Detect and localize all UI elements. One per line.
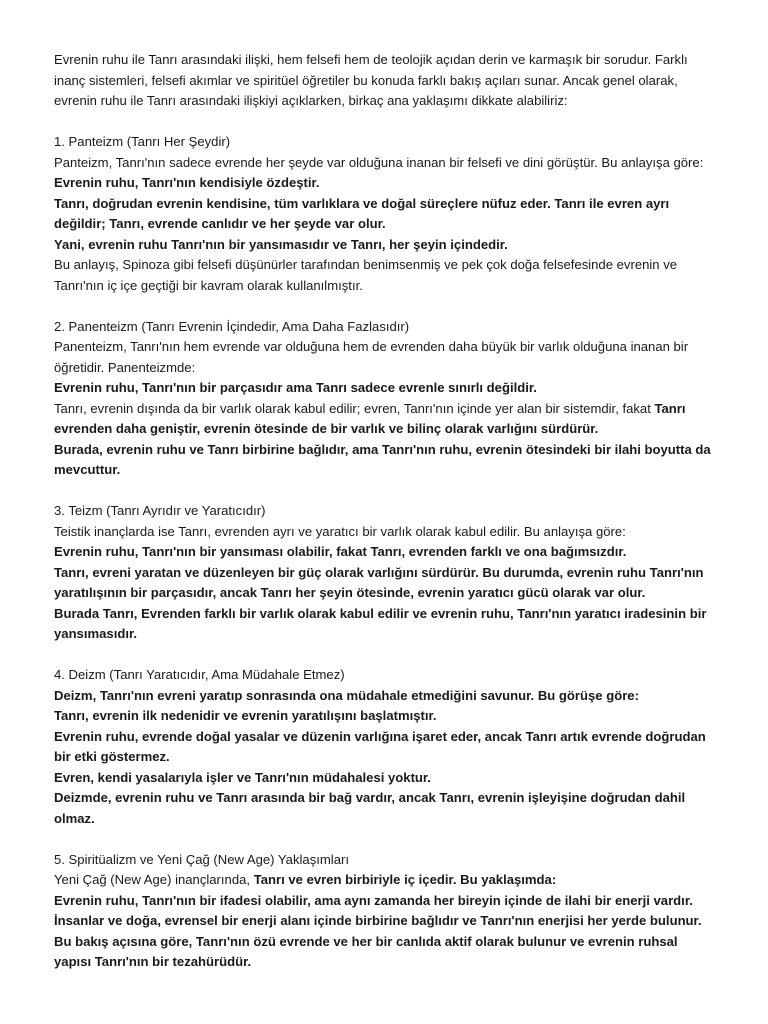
section-spiritualizm [54, 850, 716, 973]
bold-point: Burada Tanrı, Evrenden farklı bir varlık olarak kabul edilir ve evrenin ruhu, Tanrı'nın yaratıcı iradesinin bir yansımasıdır. [54, 605, 707, 641]
intro-paragraph: Evrenin ruhu ile Tanrı arasındaki ilişki, hem felsefi hem de teolojik açıdan derin ve karmaşık bir sorudur. Farklı inanç sistemleri, felsefi akımlar ve spiritüel öğretiler bu konuda farklı bakış açıları sunar. Ancak genel olarak, evrenin ruhu ile Tanrı arasındaki ilişkiyi açıklarken, birkaç ana yaklaşımı dikkate alabiliriz: [54, 52, 688, 108]
plain-text: Tanrı, evrenin dışında da bir varlık olarak kabul edilir; evren, Tanrı'nın içinde yer alan bir sistemdir, fakat [54, 400, 655, 416]
section-teizm [54, 501, 716, 645]
section-panteizm [54, 132, 716, 296]
bold-point: Tanrı, doğrudan evrenin kendisine, tüm varlıklara ve doğal süreçlere nüfuz eder. Tanrı ile evren ayrı değildir; Tanrı, evrende canlıdır ve her şeyde var olur. [54, 195, 670, 231]
bold-point: Tanrı, evrenin ilk nedenidir ve evrenin yaratılışını başlatmıştır. [54, 708, 437, 723]
bold-point: Deizmde, evrenin ruhu ve Tanrı arasında bir bağ vardır, ancak Tanrı, evrenin işleyişine doğrudan dahil olmaz. [54, 790, 686, 826]
bold-point: Evrenin ruhu, Tanrı'nın bir parçasıdır ama Tanrı sadece evrenle sınırlı değildir. [54, 380, 537, 395]
mixed-point [54, 399, 716, 440]
bold-point: Tanrı, evreni yaratan ve düzenleyen bir güç olarak varlığını sürdürür. Bu durumda, evrenin ruhu Tanrı'nın yaratılışının bir parçasıdır, ancak Tanrı her şeyin ötesinde, evrenin yaratıcı gücü olarak var olur. [54, 564, 704, 600]
section-deizm [54, 665, 716, 829]
mixed-point [54, 870, 716, 891]
plain-text: Yeni Çağ (New Age) inançlarında, [54, 872, 254, 887]
section-heading: 1. Panteizm (Tanrı Her Şeydir) [54, 134, 231, 149]
bold-text: Tanrı ve evren birbiriyle iç içedir. Bu yaklaşımda: [253, 872, 557, 887]
bold-point: Yani, evrenin ruhu Tanrı'nın bir yansımasıdır ve Tanrı, her şeyin içindedir. [54, 236, 508, 252]
bold-point: İnsanlar ve doğa, evrensel bir enerji alanı içinde birbirine bağlıdır ve Tanrı'nın enerjisi her yerde bulunur. [54, 913, 702, 928]
section-outro: Bu anlayış, Spinoza gibi felsefi düşünürler tarafından benimsenmiş ve pek çok doğa felsefesinde evrenin ve Tanrı'nın iç içe geçtiği bir kavram olarak kullanılmıştır. [54, 257, 678, 293]
section-heading: 2. Panenteizm (Tanrı Evrenin İçindedir, Ama Daha Fazlasıdır) [54, 318, 410, 334]
bold-point: Evrenin ruhu, Tanrı'nın bir yansıması olabilir, fakat Tanrı, evrenden farklı ve ona bağımsızdır. [54, 544, 627, 559]
section-heading: 5. Spiritüalizm ve Yeni Çağ (New Age) Yaklaşımları [54, 851, 349, 867]
bold-point: Evren, kendi yasalarıyla işler ve Tanrı'nın müdahalesi yoktur. [54, 769, 431, 785]
section-heading: 4. Deizm (Tanrı Yaratıcıdır, Ama Müdahale Etmez) [54, 667, 345, 682]
bold-point: Evrenin ruhu, evrende doğal yasalar ve düzenin varlığına işaret eder, ancak Tanrı artık evrende doğrudan bir etki göstermez. [54, 728, 706, 764]
bold-point: Burada, evrenin ruhu ve Tanrı birbirine bağlıdır, ama Tanrı'nın ruhu, evrenin ötesindeki bir ilahi boyutta da mevcuttur. [54, 441, 711, 477]
bold-text: Tanrı evrenden daha geniştir, evrenin ötesinde de bir varlık ve bilinç olarak varlığını sürdürür. [54, 400, 686, 436]
section-heading: 3. Teizm (Tanrı Ayrıdır ve Yaratıcıdır) [54, 503, 266, 518]
bold-point: Evrenin ruhu, Tanrı'nın kendisiyle özdeştir. [54, 175, 320, 190]
bold-point: Deizm, Tanrı'nın evreni yaratıp sonrasında ona müdahale etmediğini savunur. Bu görüşe göre: [54, 687, 639, 703]
section-intro: Teistik inançlarda ise Tanrı, evrenden ayrı ve yaratıcı bir varlık olarak kabul edilir. Bu anlayışa göre: [54, 523, 626, 539]
bold-point: Bu bakış açısına göre, Tanrı'nın özü evrende ve her bir canlıda aktif olarak bulunur ve evrenin ruhsal yapısı Tanrı'nın bir tezahürüdür. [54, 933, 678, 969]
section-intro: Panenteizm, Tanrı'nın hem evrende var olduğuna hem de evrenden daha büyük bir varlık olduğuna inanan bir öğretidir. Panenteizmde: [54, 339, 689, 375]
section-panenteizm [54, 317, 716, 481]
section-intro: Panteizm, Tanrı'nın sadece evrende her şeyde var olduğuna inanan bir felsefi ve dini görüştür. Bu anlayışa göre: [54, 154, 704, 170]
bold-point: Evrenin ruhu, Tanrı'nın bir ifadesi olabilir, ama aynı zamanda her bireyin içinde de ilahi bir enerji vardır. [54, 892, 693, 908]
